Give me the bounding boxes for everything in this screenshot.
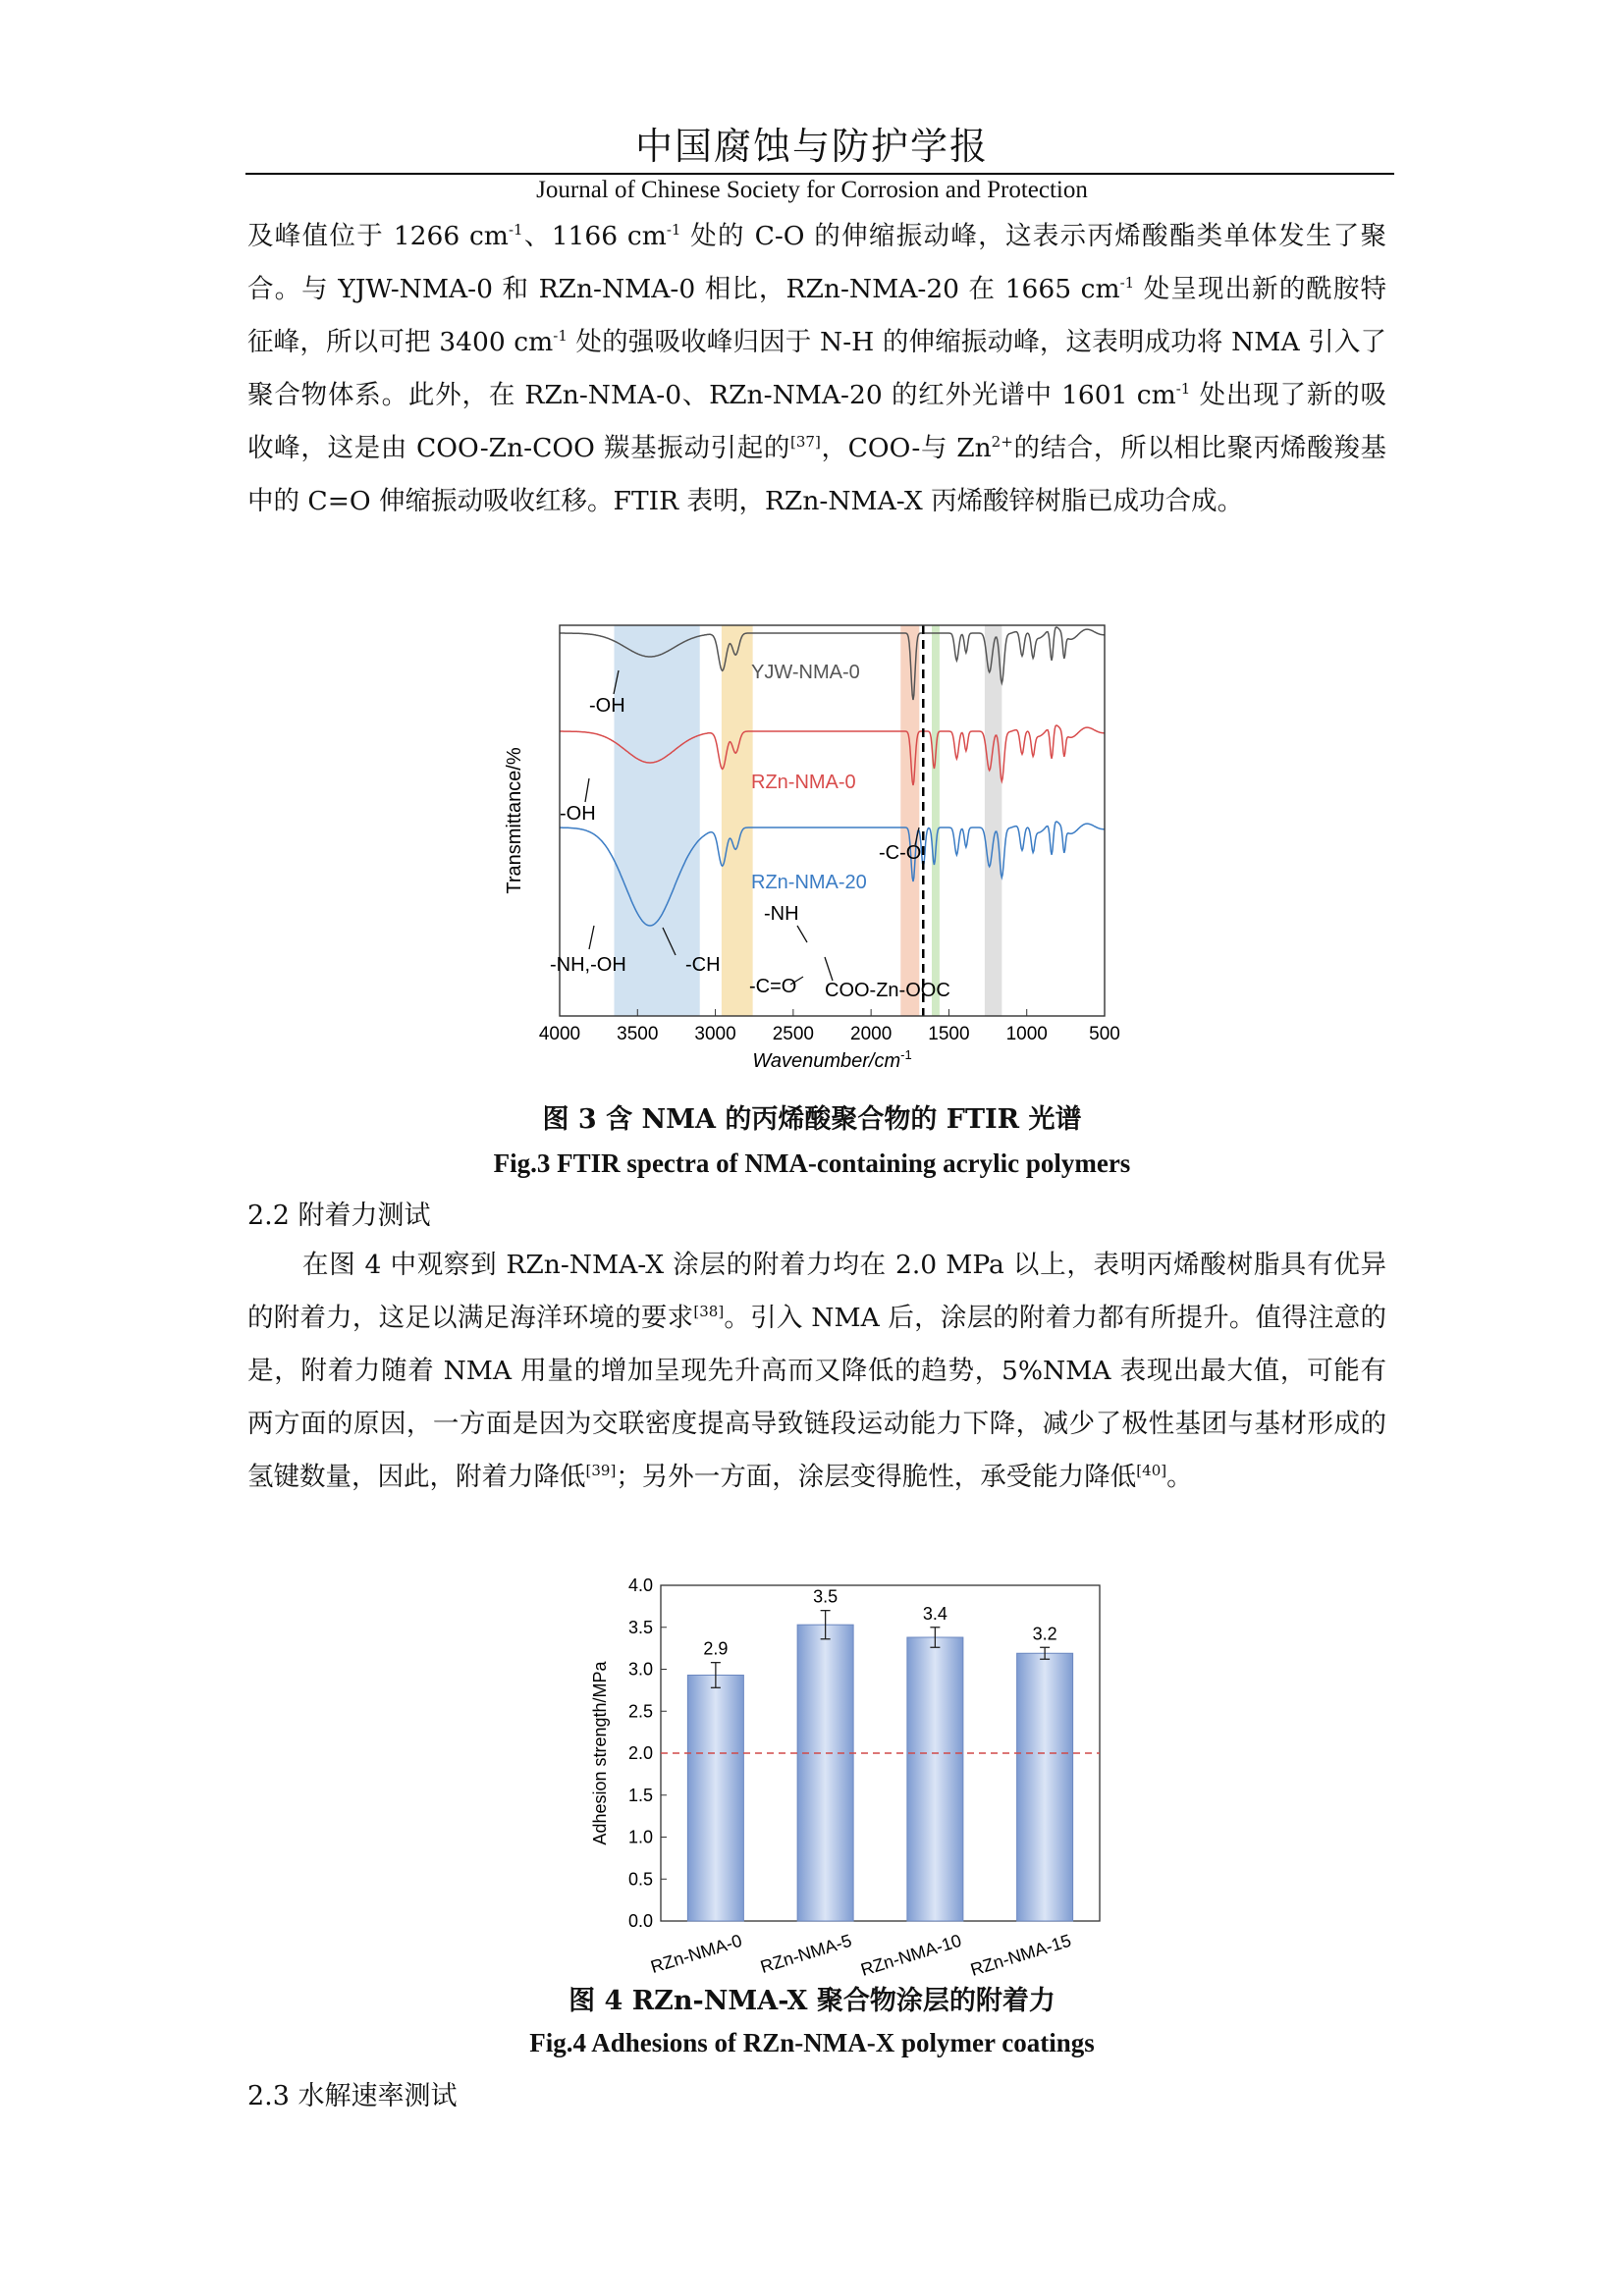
figure-4-caption-en: Fig.4 Adhesions of RZn-NMA-X polymer coatings xyxy=(529,2028,1095,2057)
ftir-tick-label-0: 4000 xyxy=(538,1024,581,1044)
section-2-2-title: 2.2 附着力测试 xyxy=(247,1201,431,1231)
ftir-band-1 xyxy=(722,625,753,1016)
adhesion-category-label-1: RZn-NMA-5 xyxy=(758,1930,854,1977)
ftir-xlabel: Wavenumber/$cm^{-1}$ xyxy=(752,1047,912,1072)
ftir-tick-label-3: 2500 xyxy=(772,1024,814,1044)
ftir-annotation-0: -OH xyxy=(589,695,625,717)
adhesion-data-label-0: 2.9 xyxy=(703,1638,729,1659)
adhesion-bar-2 xyxy=(907,1637,963,1921)
ftir-series-label-2: RZn-NMA-20 xyxy=(751,872,867,893)
ftir-tick-label-7: 500 xyxy=(1089,1024,1120,1044)
adhesion-tick-label-3: 1.5 xyxy=(627,1785,653,1805)
ftir-band-4 xyxy=(985,625,1001,1016)
ftir-annotation-2: -NH,-OH xyxy=(550,954,626,976)
ftir-annotation-1: -OH xyxy=(560,803,596,825)
figure-4-caption-cn: 图 4 RZn-NMA-X 聚合物涂层的附着力 xyxy=(568,1986,1056,2016)
adhesion-category-label-3: RZn-NMA-15 xyxy=(968,1930,1074,1980)
paragraph-adhesion: 在图 4 中观察到 RZn-NMA-X 涂层的附着力均在 2.0 MPa 以上，表明丙烯酸树脂具有优异的附着力，这足以满足海洋环境的要求[38]。引入 NMA 后，涂层的附着力都有所提升。值得注意的是，附着力随着 NMA 用量的增加呈现先升高而又降低的趋势，5%NMA 表现出最大值，可能有两方面的原因，一方面是因为交联密度提高导致链段运动能力下降，减少了极性基团与基材形成的氢键数量，因此，附着力降低[39]；另外一方面，涂层变得脆性，承受能力降低[40]。 xyxy=(247,1250,1387,1492)
ftir-annotation-5: -C=O xyxy=(749,976,797,997)
ftir-series-label-0: YJW-NMA-0 xyxy=(751,662,860,683)
header-rule xyxy=(245,173,1394,175)
journal-title-cn: 中国腐蚀与防护学报 xyxy=(634,125,989,168)
ftir-annotation-3: -CH xyxy=(685,954,721,976)
ftir-tick-label-2: 3000 xyxy=(694,1024,736,1044)
adhesion-tick-label-1: 0.5 xyxy=(627,1869,653,1890)
adhesion-chart xyxy=(584,1566,1134,1988)
ftir-annotation-arrow-2 xyxy=(589,926,594,949)
ftir-annotation-7: -C-O xyxy=(879,842,922,864)
section-2-3-title: 2.3 水解速率测试 xyxy=(247,2081,458,2111)
ftir-tick-label-4: 2000 xyxy=(850,1024,893,1044)
figure-3-caption-en: Fig.3 FTIR spectra of NMA-containing acrylic polymers xyxy=(493,1148,1131,1178)
adhesion-tick-label-7: 3.5 xyxy=(627,1617,653,1637)
ftir-annotation-arrow-6 xyxy=(825,957,833,981)
adhesion-data-label-2: 3.4 xyxy=(922,1603,947,1624)
adhesion-tick-label-5: 2.5 xyxy=(627,1701,653,1722)
journal-title-en: Journal of Chinese Society for Corrosion and Protection xyxy=(536,177,1088,203)
adhesion-ylabel: Adhesion strength/MPa xyxy=(590,1661,610,1845)
adhesion-data-label-3: 3.2 xyxy=(1032,1624,1057,1644)
adhesion-data-label-1: 3.5 xyxy=(813,1586,839,1607)
ftir-band-3 xyxy=(932,625,940,1016)
ftir-tick-label-5: 1500 xyxy=(928,1024,970,1044)
ftir-tick-label-6: 1000 xyxy=(1005,1024,1048,1044)
adhesion-category-label-0: RZn-NMA-0 xyxy=(648,1930,745,1977)
adhesion-tick-label-2: 1.0 xyxy=(627,1827,653,1847)
figure-3-caption-cn: 图 3 含 NMA 的丙烯酸聚合物的 FTIR 光谱 xyxy=(542,1104,1082,1135)
adhesion-tick-label-0: 0.0 xyxy=(627,1911,653,1931)
ftir-ylabel: Transmittance/% xyxy=(504,747,525,894)
ftir-series-label-1: RZn-NMA-0 xyxy=(751,772,856,793)
adhesion-tick-label-8: 4.0 xyxy=(627,1575,653,1595)
ftir-chart xyxy=(491,604,1159,1085)
paragraph-ftir: 及峰值位于 1266 $cm^{-1}$、1166 $cm^{-1}$ 处的 C-O 的伸缩振动峰，这表示丙烯酸酯类单体发生了聚合。与 YJW-NMA-0 和 RZn-NMA-0 相比，RZn-NMA-20 在 1665 $cm^{-1}$ 处呈现出新的酰胺特征峰，所以可把 3400 $cm^{-1}$ 处的强吸收峰归因于 N-H 的伸缩振动峰，这表明成功将 NMA 引入了聚合物体系。此外，在 RZn-NMA-0、RZn-NMA-20 的红外光谱中 1601 $cm^{-1}$ 处出现了新的吸收峰，这是由 COO-Zn-COO 羰基振动引起的[37]，COO-与 $Zn^{2+}$的结合，所以相比聚丙烯酸羧基中的 C=O 伸缩振动吸收红移。FTIR 表明，RZn-NMA-X 丙烯酸锌树脂已成功合成。 xyxy=(247,221,1387,516)
ftir-band-2 xyxy=(900,625,919,1016)
adhesion-bar-0 xyxy=(687,1675,743,1921)
adhesion-tick-label-6: 3.0 xyxy=(627,1659,653,1680)
ftir-tick-label-1: 3500 xyxy=(617,1024,659,1044)
adhesion-bar-1 xyxy=(797,1625,853,1921)
ftir-annotation-4: -NH xyxy=(764,903,799,925)
ftir-annotation-arrow-4 xyxy=(797,926,807,942)
ftir-annotation-6: COO-Zn-OOC xyxy=(825,980,950,1001)
figure-4-adhesion xyxy=(584,1566,1134,1992)
adhesion-category-label-2: RZn-NMA-10 xyxy=(858,1930,964,1980)
figure-3-ftir xyxy=(491,604,1159,1089)
adhesion-tick-label-4: 2.0 xyxy=(627,1743,653,1763)
adhesion-bar-3 xyxy=(1017,1653,1073,1921)
ftir-annotation-arrow-1 xyxy=(585,778,589,802)
